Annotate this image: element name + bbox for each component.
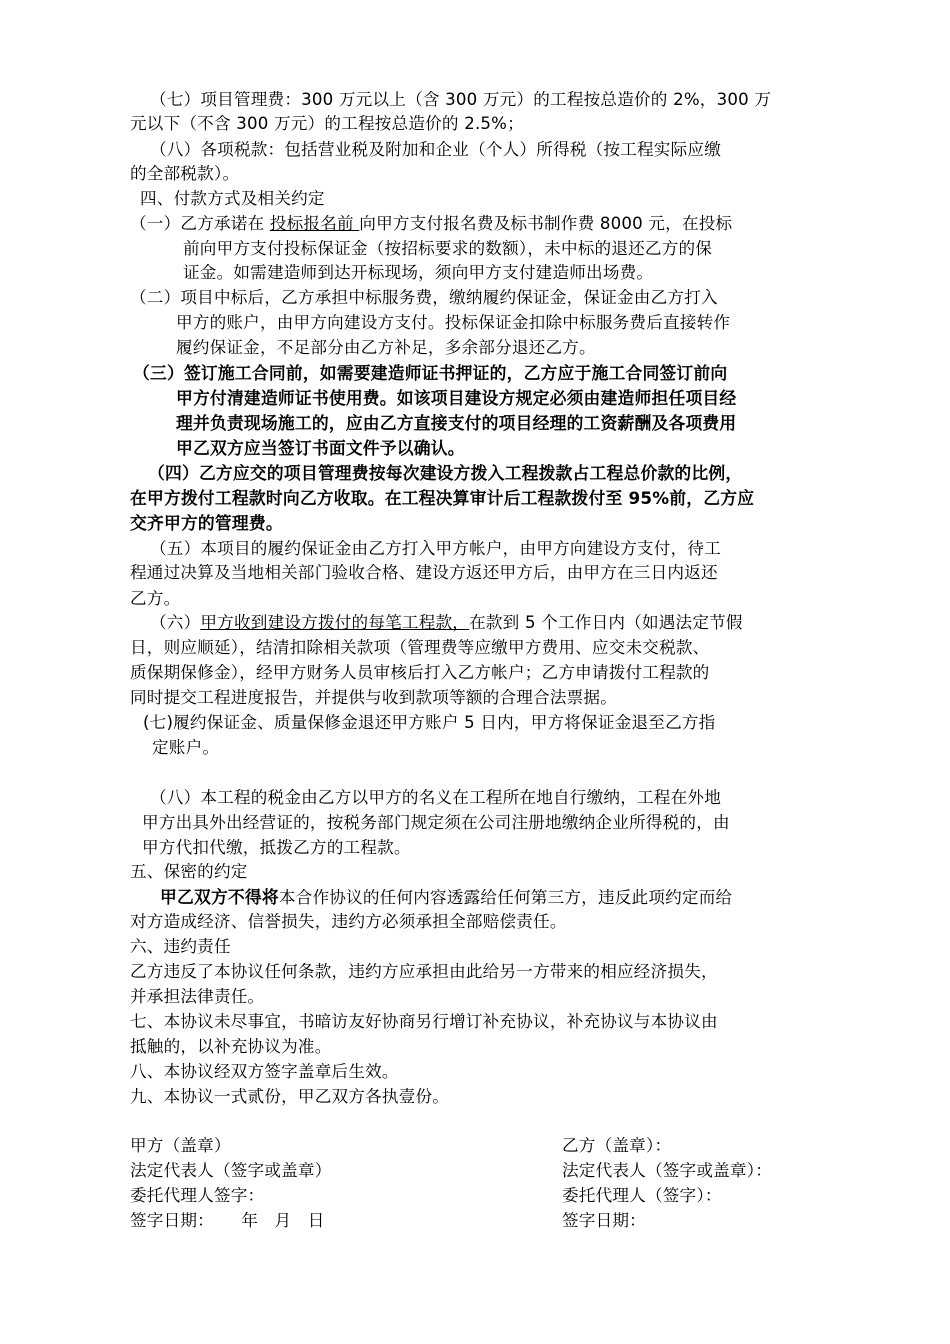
payment-6-line-1: [150, 611, 743, 635]
section-5-line-2: 对方造成经济、信誉损失，违约方必须承担全部赔偿责任。: [130, 912, 567, 931]
payment-1-line-2: 前向甲方支付投标保证金（按招标要求的数额），未中标的退还乙方的保: [183, 239, 713, 258]
section-6-line-1: 乙方违反了本协议任何条款，违约方应承担由此给另一方带来的相应经济损失，: [130, 962, 718, 981]
section-4-title: 四、付款方式及相关约定: [140, 189, 325, 208]
payment-3-line-3: 理并负责现场施工的，应由乙方直接支付的项目经理的工资薪酬及各项费用: [176, 413, 737, 433]
section-6-title: 六、违约责任: [130, 937, 231, 956]
payment-8-line-2: 甲方出具外出经营证的，按税务部门规定须在公司注册地缴纳企业所得税的，由: [142, 813, 730, 832]
payment-8-line-3: 甲方代扣代缴，抵拨乙方的工程款。: [142, 838, 411, 857]
clause-3-8-line-2: 的全部税款）。: [130, 164, 240, 183]
section-7-line-2: 抵触的，以补充协议为准。: [130, 1037, 332, 1056]
party-a-date: 签字日期： 年 月 日: [130, 1211, 325, 1230]
payment-6-line-2: 日，则应顺延），结清扣除相关款项（管理费等应缴甲方费用、应交未交税款、: [130, 638, 710, 657]
clause-3-7-line-2: 元以下（不含 300 万元）的工程按总造价的 2.5%；: [130, 114, 524, 133]
payment-5-line-3: 乙方。: [130, 589, 181, 608]
payment-3-line-2: 甲方付清建造师证书使用费。如该项目建设方规定必须由建造师担任项目经: [176, 388, 737, 408]
payment-8-line-1: （八）本工程的税金由乙方以甲方的名义在工程所在地自行缴纳，工程在外地: [150, 788, 721, 807]
party-b-agent: 委托代理人（签字）：: [562, 1186, 722, 1205]
payment-2-line-1: （二）项目中标后，乙方承担中标服务费，缴纳履约保证金，保证金由乙方打入: [130, 288, 718, 307]
payment-6-rest: 在款到 5 个工作日内（如遇法定节假: [469, 613, 743, 632]
payment-4-line-1: （四）乙方应交的项目管理费按每次建设方拨入工程拨款占工程总价款的比例，: [148, 463, 743, 483]
party-a-representative: 法定代表人（签字或盖章）: [130, 1161, 332, 1180]
payment-1-line-3: 证金。如需建造师到达开标现场，须向甲方支付建造师出场费。: [183, 263, 654, 282]
payment-6-underlined: 甲方收到建设方拨付的每笔工程款，: [200, 613, 470, 632]
payment-2-line-3: 履约保证金，不足部分由乙方补足，多余部分退还乙方。: [176, 338, 596, 357]
payment-3-line-4: 甲乙双方应当签订书面文件予以确认。: [176, 438, 465, 458]
party-a-seal: 甲方（盖章）: [130, 1136, 231, 1155]
clause-3-7-line-1: （七）项目管理费：300 万元以上（含 300 万元）的工程按总造价的 2%，300 万: [150, 90, 772, 109]
payment-1-rest: 向甲方支付报名费及标书制作费 8000 元，在投标: [359, 214, 733, 233]
section-5-line-1: [160, 885, 732, 910]
party-b-date: 签字日期：: [562, 1211, 646, 1230]
party-a-agent: 委托代理人签字：: [130, 1186, 265, 1205]
payment-4-line-3: 交齐甲方的管理费。: [130, 513, 283, 533]
section-5-rest: 本合作协议的任何内容透露给任何第三方，违反此项约定而给: [278, 888, 733, 907]
payment-7-line-1: (七)履约保证金、质量保修金退还甲方账户 5 日内，甲方将保证金退至乙方指: [143, 713, 716, 732]
payment-7-line-2: 定账户。: [152, 738, 220, 757]
payment-3-line-1: （三）签订施工合同前，如需要建造师证书押证的，乙方应于施工合同签订前向: [133, 363, 728, 383]
section-7-line-1: 七、本协议未尽事宜，书暗访友好协商另行增订补充协议，补充协议与本协议由: [130, 1012, 718, 1031]
payment-1-underlined: 投标报名前: [269, 214, 360, 233]
section-5-bold: 甲乙双方不得将: [160, 887, 279, 907]
party-b-seal: 乙方（盖章）：: [562, 1136, 672, 1155]
party-b-representative: 法定代表人（签字或盖章）：: [562, 1161, 773, 1180]
payment-2-line-2: 甲方的账户，由甲方向建设方支付。投标保证金扣除中标服务费后直接转作: [176, 313, 731, 332]
clause-3-8-line-1: （八）各项税款：包括营业税及附加和企业（个人）所得税（按工程实际应缴: [150, 140, 721, 159]
section-8: 八、本协议经双方签字盖章后生效。: [130, 1062, 399, 1081]
payment-1-line-1: [130, 212, 732, 236]
section-9: 九、本协议一式贰份，甲乙双方各执壹份。: [130, 1087, 450, 1106]
payment-1-prefix: （一）乙方承诺在: [130, 214, 270, 233]
payment-5-line-2: 程通过决算及当地相关部门验收合格、建设方返还甲方后，由甲方在三日内返还: [130, 563, 718, 582]
payment-6-line-3: 质保期保修金），经甲方财务人员审核后打入乙方帐户；乙方申请拨付工程款的: [130, 663, 710, 682]
payment-4-line-2: 在甲方拨付工程款时向乙方收取。在工程决算审计后工程款拨付至 95%前，乙方应: [130, 488, 755, 508]
payment-6-prefix: （六）: [150, 613, 201, 632]
section-6-line-2: 并承担法律责任。: [130, 987, 265, 1006]
payment-5-line-1: （五）本项目的履约保证金由乙方打入甲方帐户，由甲方向建设方支付，待工: [150, 539, 721, 558]
section-5-title: 五、保密的约定: [130, 862, 248, 881]
payment-6-line-4: 同时提交工程进度报告，并提供与收到款项等额的合理合法票据。: [130, 688, 618, 707]
